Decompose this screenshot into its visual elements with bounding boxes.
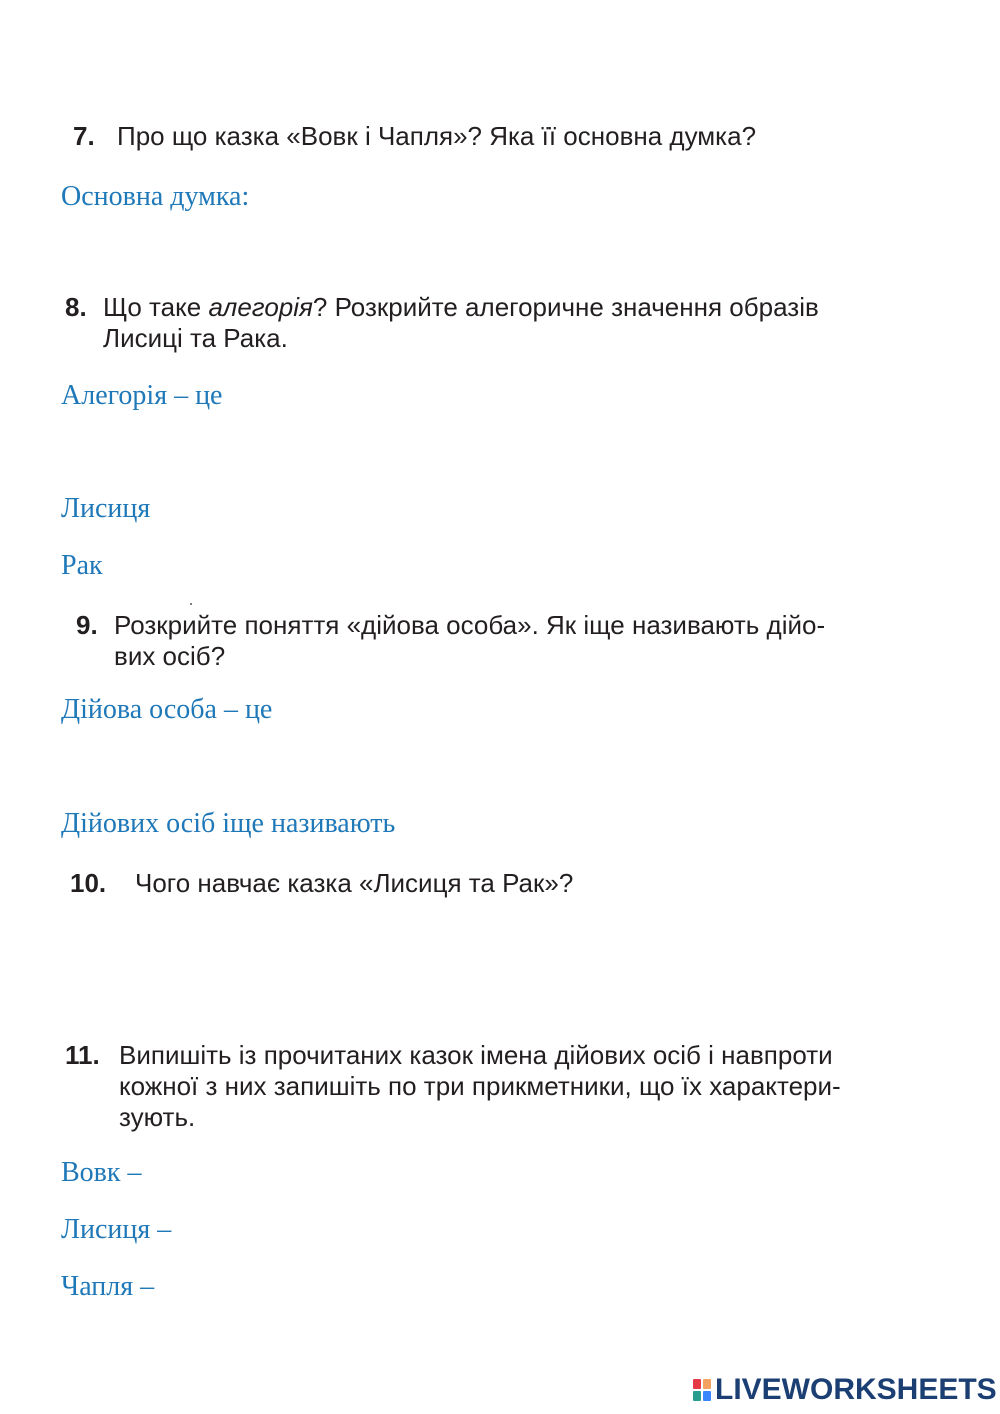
logo-text: LIVEWORKSHEETS [715, 1373, 997, 1406]
question-number: 11. [65, 1040, 100, 1070]
question-number: 8. [65, 292, 87, 322]
answer-label-crayfish: Рак [61, 550, 103, 581]
answer-label-fox: Лисиця [61, 493, 151, 524]
question-8 [65, 292, 819, 354]
question-text: Випишіть із прочитаних казок імена дійових осіб і навпроти [119, 1040, 833, 1070]
answer-label-main-idea: Основна думка: [61, 181, 250, 212]
question-7 [73, 121, 756, 152]
logo-mark-icon [693, 1379, 711, 1401]
answer-label-character: Дійова особа – це [61, 694, 273, 725]
answer-label-also-called: Дійових осіб іще називають [61, 808, 396, 839]
question-11 [65, 1040, 841, 1133]
question-text-cont: ? Розкрийте алегоричне значення образів [312, 292, 819, 322]
question-text-line2: Лисиці та Рака. [103, 323, 288, 353]
question-text-line2: кожної з них запишіть по три прикметники, що їх характери- [119, 1071, 841, 1101]
answer-label-allegory: Алегорія – це [61, 380, 223, 411]
question-9 [76, 610, 825, 672]
question-text: Розкрийте поняття «дійова особа». Як іще називають дійо- [114, 610, 826, 640]
answer-label-heron: Чапля – [61, 1271, 155, 1302]
question-number: 7. [73, 121, 95, 151]
question-number: 9. [76, 610, 98, 640]
question-text: Що таке [103, 292, 209, 322]
question-10 [70, 868, 573, 899]
question-text-line3: зують. [119, 1102, 196, 1132]
answer-label-fox-2: Лисиця – [61, 1214, 172, 1245]
question-number: 10. [70, 868, 107, 898]
answer-label-wolf: Вовк – [61, 1157, 142, 1188]
question-text-line2: вих осіб? [114, 641, 226, 671]
question-text: Чого навчає казка «Лисиця та Рак»? [135, 868, 574, 898]
question-text: Про що казка «Вовк і Чапля»? Яка її основна думка? [117, 121, 757, 151]
question-term: алегорія [208, 292, 313, 322]
stray-dot [190, 603, 192, 605]
liveworksheets-logo [693, 1374, 997, 1406]
